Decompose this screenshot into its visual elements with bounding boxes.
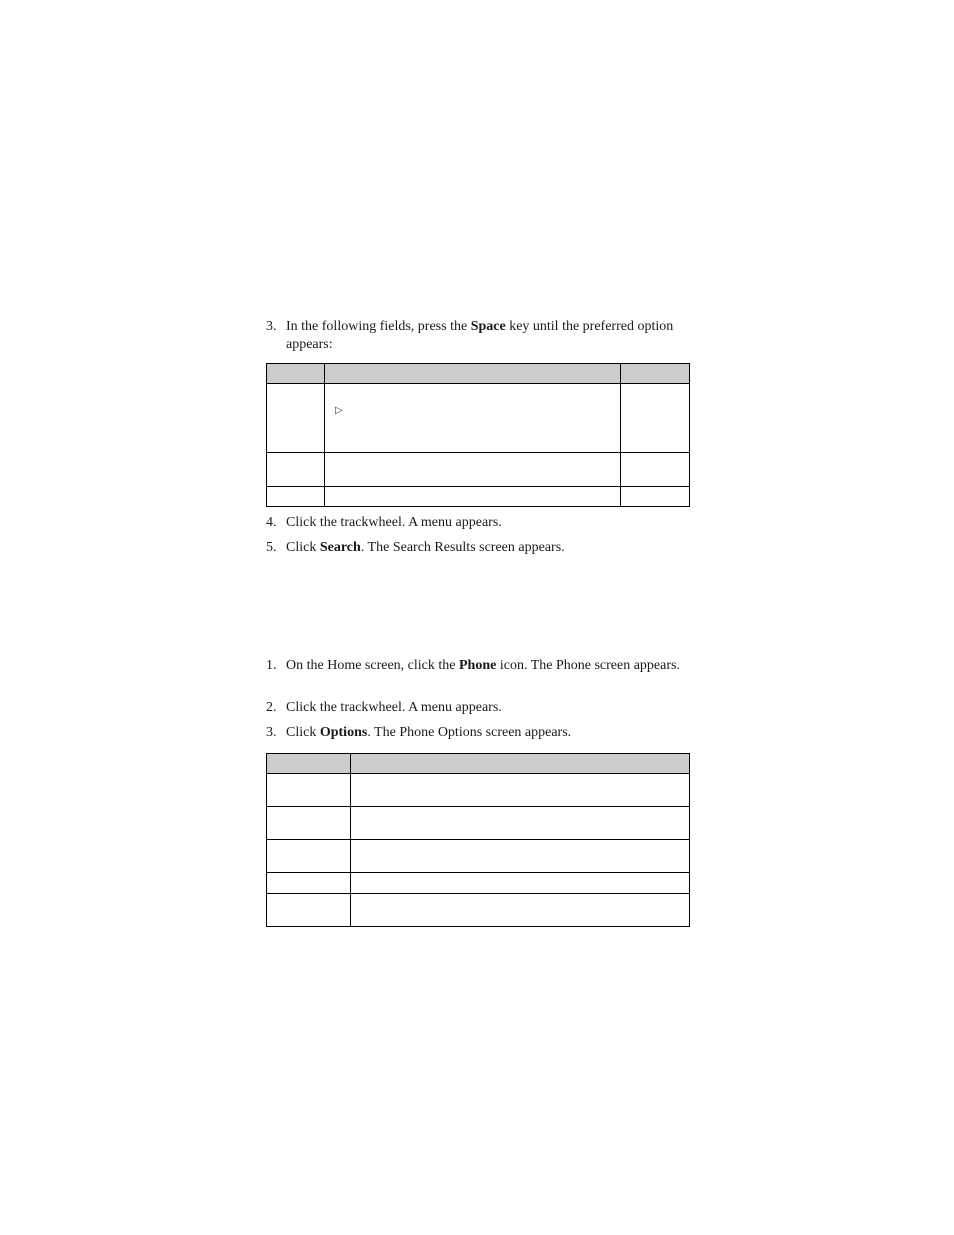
table-cell [267,453,325,487]
table-row [267,453,690,487]
step-number: 3. [266,319,277,334]
table-row [267,487,690,507]
table-cell [621,487,690,507]
table-cell [267,487,325,507]
table-row [267,873,690,894]
table-cell [621,453,690,487]
header-cell-option [267,754,351,774]
step-5-click-search [266,539,696,557]
phone-icon-label: Phone [459,658,497,673]
table-cell [267,774,351,807]
table-cell [267,384,325,453]
step-text: Click the trackwheel. A menu appears. [286,515,502,530]
table-cell [267,840,351,873]
step-number: 4. [266,515,277,530]
table-header-row [267,754,690,774]
table-row [267,774,690,807]
table-row [267,894,690,927]
table-cell [351,873,690,894]
table-row [267,384,690,453]
step-number: 1. [266,658,277,673]
table-cell [351,840,690,873]
step-2-click-trackwheel [266,699,696,717]
phone-options-table [266,753,690,927]
step-text: Click Options. The Phone Options screen appears. [286,725,572,740]
table-cell [325,453,621,487]
step-3-search-fields [266,318,696,354]
step-4-click-trackwheel [266,514,696,532]
search-fields-table [266,363,690,507]
table-cell [325,487,621,507]
step-text: Click the trackwheel. A menu appears. [286,700,502,715]
header-cell-description [325,364,621,384]
table-cell [325,384,621,453]
table-cell [267,807,351,840]
table-cell [351,807,690,840]
table-cell [267,894,351,927]
space-key-label: Space [470,319,506,334]
step-text: Click Search. The Search Results screen appears. [286,540,565,555]
step-number: 2. [266,700,277,715]
table-cell [351,774,690,807]
header-cell-description [351,754,690,774]
step-text: In the following fields, press the Space key until the preferred option appears: [286,319,674,352]
step-1-open-phone [266,657,696,675]
step-number: 5. [266,540,277,555]
step-number: 3. [266,725,277,740]
triangle-bullet-icon: ▷ [335,405,343,416]
options-menu-label: Options [319,725,368,740]
step-text: On the Home screen, click the Phone icon. The Phone screen appears. [286,658,680,673]
table-cell [621,384,690,453]
search-menu-label: Search [319,540,361,555]
table-header-row [267,364,690,384]
table-row [267,807,690,840]
table-cell [267,873,351,894]
header-cell-field [267,364,325,384]
table-cell [351,894,690,927]
step-3-click-options [266,724,696,742]
header-cell-default [621,364,690,384]
table-row [267,840,690,873]
